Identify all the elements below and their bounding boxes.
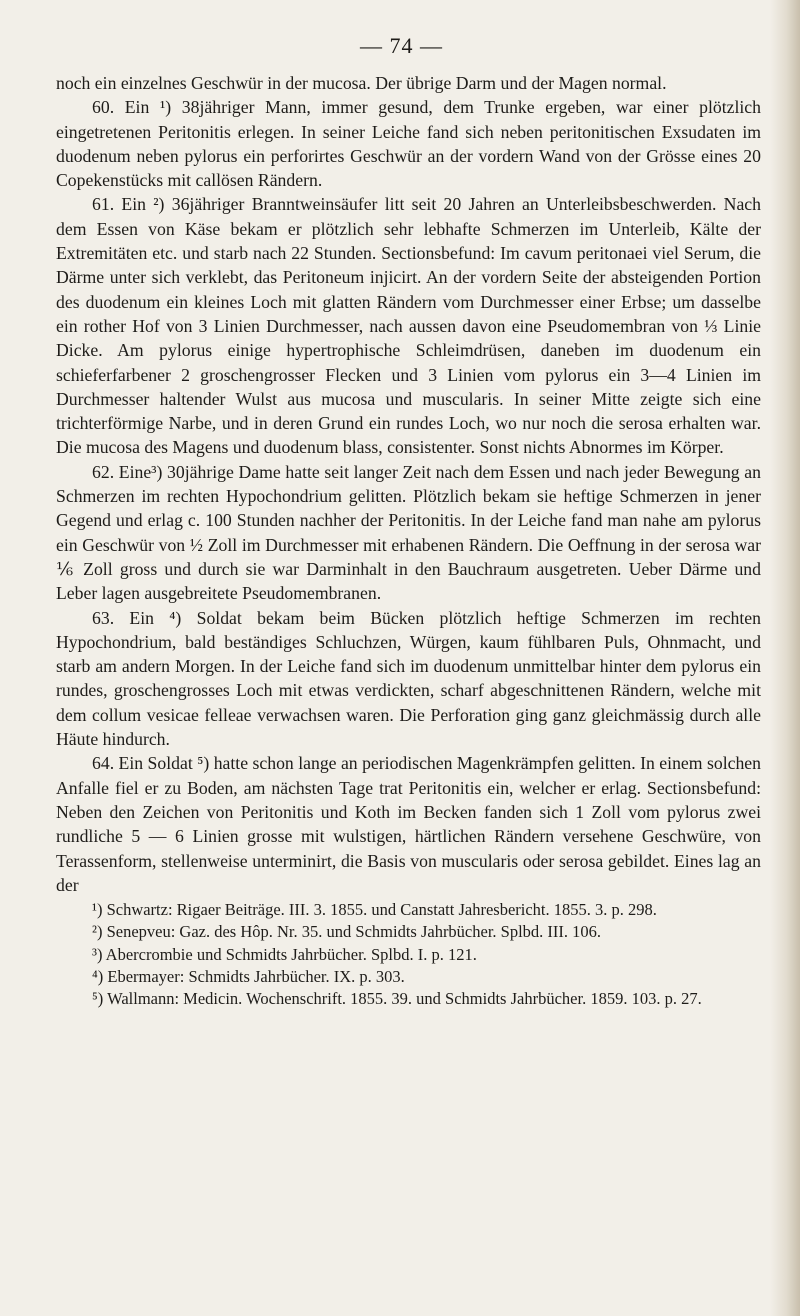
footnotes xyxy=(56,899,761,1010)
case-paragraph-61: 61. Ein ²) 36jähriger Branntweinsäufer litt seit 20 Jahren an Unterleibsbeschwerden. Nach dem Essen von Käse bekam er plötzlich sehr lebhafte Schmerzen im Unterleib, Kälte der Extremitäten etc. und starb nach 22 Stunden. Sectionsbefund: Im cavum peritonaei viel Serum, die Därme unter sich verklebt, das Peritoneum injicirt. An der vordern Seite der absteigenden Portion des duodenum ein kleines Loch mit glatten Rändern vom Durchmesser einer Erbse; um dasselbe ein rother Hof von 3 Linien Durchmesser, nach aussen davon eine Pseudomembran von ⅓ Linie Dicke. Am pylorus einige hypertrophische Schleimdrüsen, daneben im duodenum ein schieferfarbener 2 groschengrosser Flecken und 3 Linien vom pylorus ein 3—4 Linien im Durchmesser haltender Wulst aus mucosa und muscularis. In seiner Mitte zeigte sich eine trichterförmige Narbe, und in deren Grund ein rundes Loch, wo nur noch die serosa erhalten war. Die mucosa des Magens und duodenum blass, consistenter. Sonst nichts Abnormes im Körper. xyxy=(56,194,761,458)
case-paragraph-60: 60. Ein ¹) 38jähriger Mann, immer gesund, dem Trunke ergeben, war einer plötzlich eingetretenen Peritonitis erlegen. In seiner Leiche fand sich neben peritonitischen Exsudaten im duodenum neben pylorus ein perforirtes Geschwür an der vordern Wand von der Grösse eines 20 Copekenstücks mit callösen Rändern. xyxy=(56,97,761,191)
body-text xyxy=(56,71,761,897)
paragraph-continuation: noch ein einzelnes Geschwür in der mucosa. Der übrige Darm und der Magen normal. xyxy=(56,73,667,93)
footnote-5: ⁵) Wallmann: Medicin. Wochenschrift. 1855. 39. und Schmidts Jahrbücher. 1859. 103. p. 27. xyxy=(92,989,702,1009)
footnote-3: ³) Abercrombie und Schmidts Jahrbücher. Splbd. I. p. 121. xyxy=(92,944,477,964)
case-paragraph-63: 63. Ein ⁴) Soldat bekam beim Bücken plötzlich heftige Schmerzen im rechten Hypochondrium, bald beständiges Schluchzen, Würgen, kaum fühlbaren Puls, Ohnmacht, und starb am andern Morgen. In der Leiche fand sich im duodenum unmittelbar hinter dem pylorus ein rundes, groschengrosses Loch mit etwas verdickten, scharf abgeschnittenen Rändern, welche mit dem collum vesicae felleae verwachsen waren. Die Perforation ging ganz gleichmässig durch alle Häute hindurch. xyxy=(56,607,761,750)
case-paragraph-62: 62. Eine³) 30jährige Dame hatte seit langer Zeit nach dem Essen und nach jeder Bewegung an Schmerzen im rechten Hypochondrium gelitten. Plötzlich bekam sie heftige Schmerzen in jener Gegend und erlag c. 100 Stunden nachher der Peritonitis. In der Leiche fand man nahe am pylorus ein Geschwür von ½ Zoll im Durchmesser mit erhabenen Rändern. Die Oeffnung in der serosa war ⅙ Zoll gross und durch sie war Darminhalt in den Bauchraum ausgetreten. Ueber Därme und Leber lagen ausgebreitete Pseudomembranen. xyxy=(56,461,761,604)
case-paragraph-64: 64. Ein Soldat ⁵) hatte schon lange an periodischen Magenkrämpfen gelitten. In einem solchen Anfalle fiel er zu Boden, am nächsten Tage trat Peritonitis ein, welcher er erlag. Sectionsbefund: Neben den Zeichen von Peritonitis und Koth im Becken fanden sich 1 Zoll vom pylorus zwei rundliche 5 — 6 Linien grosse mit wulstigen, härtlichen Rändern versehene Geschwüre, von Terassenform, stellenweise unterminirt, die Basis von muscularis oder serosa gebildet. Eines lag an der xyxy=(56,753,761,895)
page-number: — 74 — xyxy=(360,33,443,58)
footnote-1: ¹) Schwartz: Rigaer Beiträge. III. 3. 1855. und Canstatt Jahresbericht. 1855. 3. p. 298. xyxy=(92,900,657,920)
footnote-4: ⁴) Ebermayer: Schmidts Jahrbücher. IX. p. 303. xyxy=(92,966,405,986)
footnote-2: ²) Senepveu: Gaz. des Hôp. Nr. 35. und Schmidts Jahrbücher. Splbd. III. 106. xyxy=(92,922,602,942)
book-page xyxy=(56,33,761,1011)
page-edge-shadow xyxy=(770,0,800,1316)
